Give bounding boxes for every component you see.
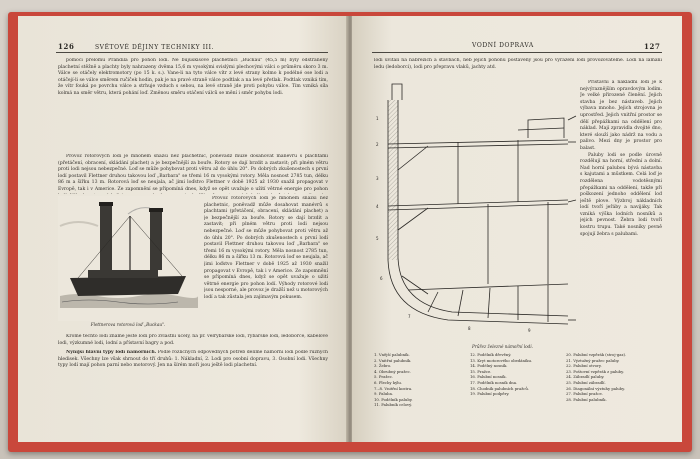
legend-item: 3. Žebro. [374, 363, 392, 369]
legend-item: 28. Palubní palubník. [566, 396, 607, 402]
left-paragraph-2-cont: Provoz rotorových lodí je mnohem snazší než plachetnic, poněvadž může dosahovat manévrů s plachtami (přetáčení, obracení, skládání plachet) a je bezpečnější za bouře. Rotory se dají brzdit a zastavit; při plném větru proti lodi nejsou nebezpečné. Loď se může pohybovat proti větru až do úhlu 20°. Po dobrých zkušenostech s první lodí postavil Flettner druhou takovou loď „Barbara" se třemi 16 m vysokými rotory. Měla nosnost 2785 tun, délku 86 m a šířku 13 m. Rotorová loď se neujala, ač jimi loďstvo Flettner v době 1925 až 1930 snažil propagovat v Evropě, tak i v Americe. Ze zapomnění se připomíná dnes, když se opět uvažuje o užití větrné energie pro pohon lodí. Výhody rotorové lodi jsou nesporné, ale provoz je dražší než u motorových lodí a tak zůstala jen zajímavým pokusem. [204, 196, 328, 300]
svg-text:7: 7 [408, 314, 411, 319]
rotor-ship-figure [58, 196, 198, 321]
legend-item: 26. Diagonální výztuhy paluby. [566, 385, 625, 391]
legend-item: 20. Palubní vzpěrák (stroj-gaz). [566, 352, 627, 357]
left-running-head [58, 42, 214, 51]
legend-item: 21. Výztužný pražec paluby. [566, 357, 620, 363]
legend-item: 23. Poštovní vzpěrák z paluby. [566, 368, 624, 374]
legend-item: 5. Pražec. [374, 374, 394, 380]
legend-item: 1. Vnější palubník. [374, 352, 410, 357]
rotor-ship-caption: Flettnerova rotorová loď „Buckau". [90, 322, 166, 327]
right-page-number: 127 [644, 42, 661, 51]
left-page [18, 16, 348, 442]
legend-item: 17. Podélník nosník dna. [470, 379, 518, 385]
left-running-title: SVĚTOVÉ DĚJINY TECHNIKY III. [94, 44, 215, 51]
svg-text:2: 2 [376, 142, 379, 147]
ship-cross-section-figure [368, 80, 578, 340]
right-running-title: VODNÍ DOPRAVA [472, 42, 534, 49]
legend-column-2 [470, 352, 562, 397]
legend-item: 22. Palubní otvory. [566, 363, 602, 369]
right-text-column [580, 80, 662, 366]
legend-title: Průřez železné námořní lodi. [472, 344, 534, 349]
left-text-beside-figure [204, 196, 328, 331]
left-section [58, 350, 328, 430]
legend-item: 15. Pražce. [470, 368, 492, 374]
legend-item: 25. Palubní zábradlí. [566, 379, 606, 385]
legend-item: 7.–8. Vnitřní kostra. [374, 385, 413, 391]
svg-text:5: 5 [376, 236, 379, 241]
svg-text:9: 9 [528, 328, 531, 333]
legend-item: 14. Podélný nosník. [470, 363, 508, 369]
right-page [352, 16, 682, 442]
left-paragraph-2: Provoz rotorových lodí je mnohem snazší než plachetnic, poněvadž může dosahovat manévrů s plachtami (přetáčení, obracení, skládání plachet) a je bezpečnější za bouře. Rotory se dají brzdit a zastavit; při plném větru proti lodi nejsou nebezpečné. Loď se může pohybovat proti větru až do úhlu 20°. Po dobrých zkušenostech s první lodí postavil Flettner druhou takovou loď „Barbara" se třemi 16 m vysokými rotory. Měla nosnost 2785 tun, délku 86 m a šířku 13 m. Rotorová loď se neujala, ač jimi loďstvo Flettner v době 1925 až 1930 snažil propagovat v Evropě, tak i v Americe. Ze zapomnění se připomíná dnes, když se opět uvažuje o užití větrné energie pro pohon [58, 154, 328, 192]
right-paragraph-2: Paluby lodi se podle úrovně rozdělují na horní, střední a dolní. Nad horní palubou bývá nástavba s kajutami a můstkem. Celá loď je rozdělena vodotěsnými přepážkami na oddělení, takže při poškození jednoho oddělení loď ještě plove. Výzbroj nákladních lodí tvoří jeřáby a navijáky. Tak vzniká výška lodních nosníků a jejich pevnost. Žebra lodi tvoří kostru trupu. Také nosníky pevně spojují žebra s palubami. [580, 152, 662, 237]
right-top-text: lodi uvítali na nábřežích a stavbách, neb jejich pohonu postaveny jsou pro vyřazení lodí provozovatelné. Lodi na lámání ledu (ledoborci), lodi pro přepravu vlaků, jachty atd. [374, 58, 662, 70]
legend-item: 19. Palubní podpěry. [470, 391, 510, 397]
legend-item: 24. Zábradlí paluby. [566, 374, 605, 380]
legend-column-1 [374, 352, 464, 408]
section-title: Nyníjší hlavní typy lodí námořních. [66, 350, 157, 355]
left-text-middle [58, 154, 328, 194]
legend-item: 18. Chodník palubních pražců. [470, 385, 529, 391]
svg-text:4: 4 [376, 204, 379, 209]
right-paragraph-1: Přístavní a nákladní lodi je k nejvýraznějším opravdovým lodím. Je velké přirozené členění. Jejich stavba je bez nástaveb. Jejich výbava mnoho. Jejich strojovna je uprostřed. Jejich vnitřní prostor se dělí přepážkami na oddělení pro náklad. Mají zpravidla dvojité dno, které slouží jako nádrž na vodu a palivo. Mezi dny je prostor pro balast. [580, 80, 662, 151]
svg-text:8: 8 [468, 326, 471, 331]
left-page-number: 126 [58, 42, 75, 51]
legend-item: 2. Vnitřní palubník. [374, 357, 412, 363]
legend-item: 4. Obrubný pražec. [374, 368, 411, 374]
svg-text:1: 1 [376, 116, 379, 121]
left-tail-text: Kromě těchto lodí známe ještě lodi pro zvláštní účely, na př. velrybářské lodi, rybářské lodi, ledoborce, kabelové lodi, výzkumné lodi, lodní a přístavní bagry a pod. [58, 334, 328, 346]
legend-column-3 [566, 352, 662, 402]
legend-item: 13. Kryt motorového obedáníku. [470, 357, 533, 363]
legend-item: 27. Palubní pražce. [566, 391, 603, 397]
legend-item: 11. Palubník celový. [374, 402, 413, 408]
legend-item: 9. Paluba. [374, 391, 394, 397]
right-header-rule [372, 52, 662, 53]
legend-item: 16. Palubní nosník. [470, 374, 507, 380]
svg-text:6: 6 [380, 276, 383, 281]
left-header-rule [56, 52, 328, 53]
legend-item: 6. Plechy kýlu. [374, 379, 403, 385]
legend-item: 10. Podélník paluby. [374, 396, 413, 402]
right-text-top [374, 58, 662, 78]
right-page-number-wrap [644, 42, 660, 51]
legend-item: 12. Podélník dřevěný. [470, 352, 512, 357]
left-text-bridge [58, 334, 328, 348]
svg-text:3: 3 [376, 176, 379, 181]
section-text: Podle rozličných odpovědných potřeb dělíme námořní lodi podle různých hledisek. Všechny lze však shrnout do tří druhů: 1. Nákladní, 2. Lodi pro osobní dopravu, 3. Osobní lodi. Všechny typy lodí mají pohon parní nebo motorový. Jen na šírém moři jsou ještě lodi plachetní. [58, 350, 328, 369]
left-paragraph-1: pomocí přelomu Prandila pro pohon lodí. Ne bujuškisové plachetnici „Buckau" (45,5 m) byly odstraněny plachetní stěžně a plachty byly nahrazeny dvěma 15,6 m vysokými svislými plechovými válci o průměru skoro 3 m. Válce se otáčely elektromotory (po 15 k. s.). Vane-li na tyto válce vítr z levé strany kolmo k podélné ose lodi a otáčejí-li se válce směrem ručiček hodin, pak je na pravé straně válce podtlak a na levé přetlak. Podtlak vzniká tím, že vítr fouká po povrchu válce a strhuje vzduch s sebou, na levé straně jde proti pohybu válce. Tím vzniká síla kolmá na směr větru, která pohání loď. Změnou směru otáčení válců se mění i směr pohybu lodi. [58, 58, 328, 96]
left-text-top [58, 58, 328, 150]
